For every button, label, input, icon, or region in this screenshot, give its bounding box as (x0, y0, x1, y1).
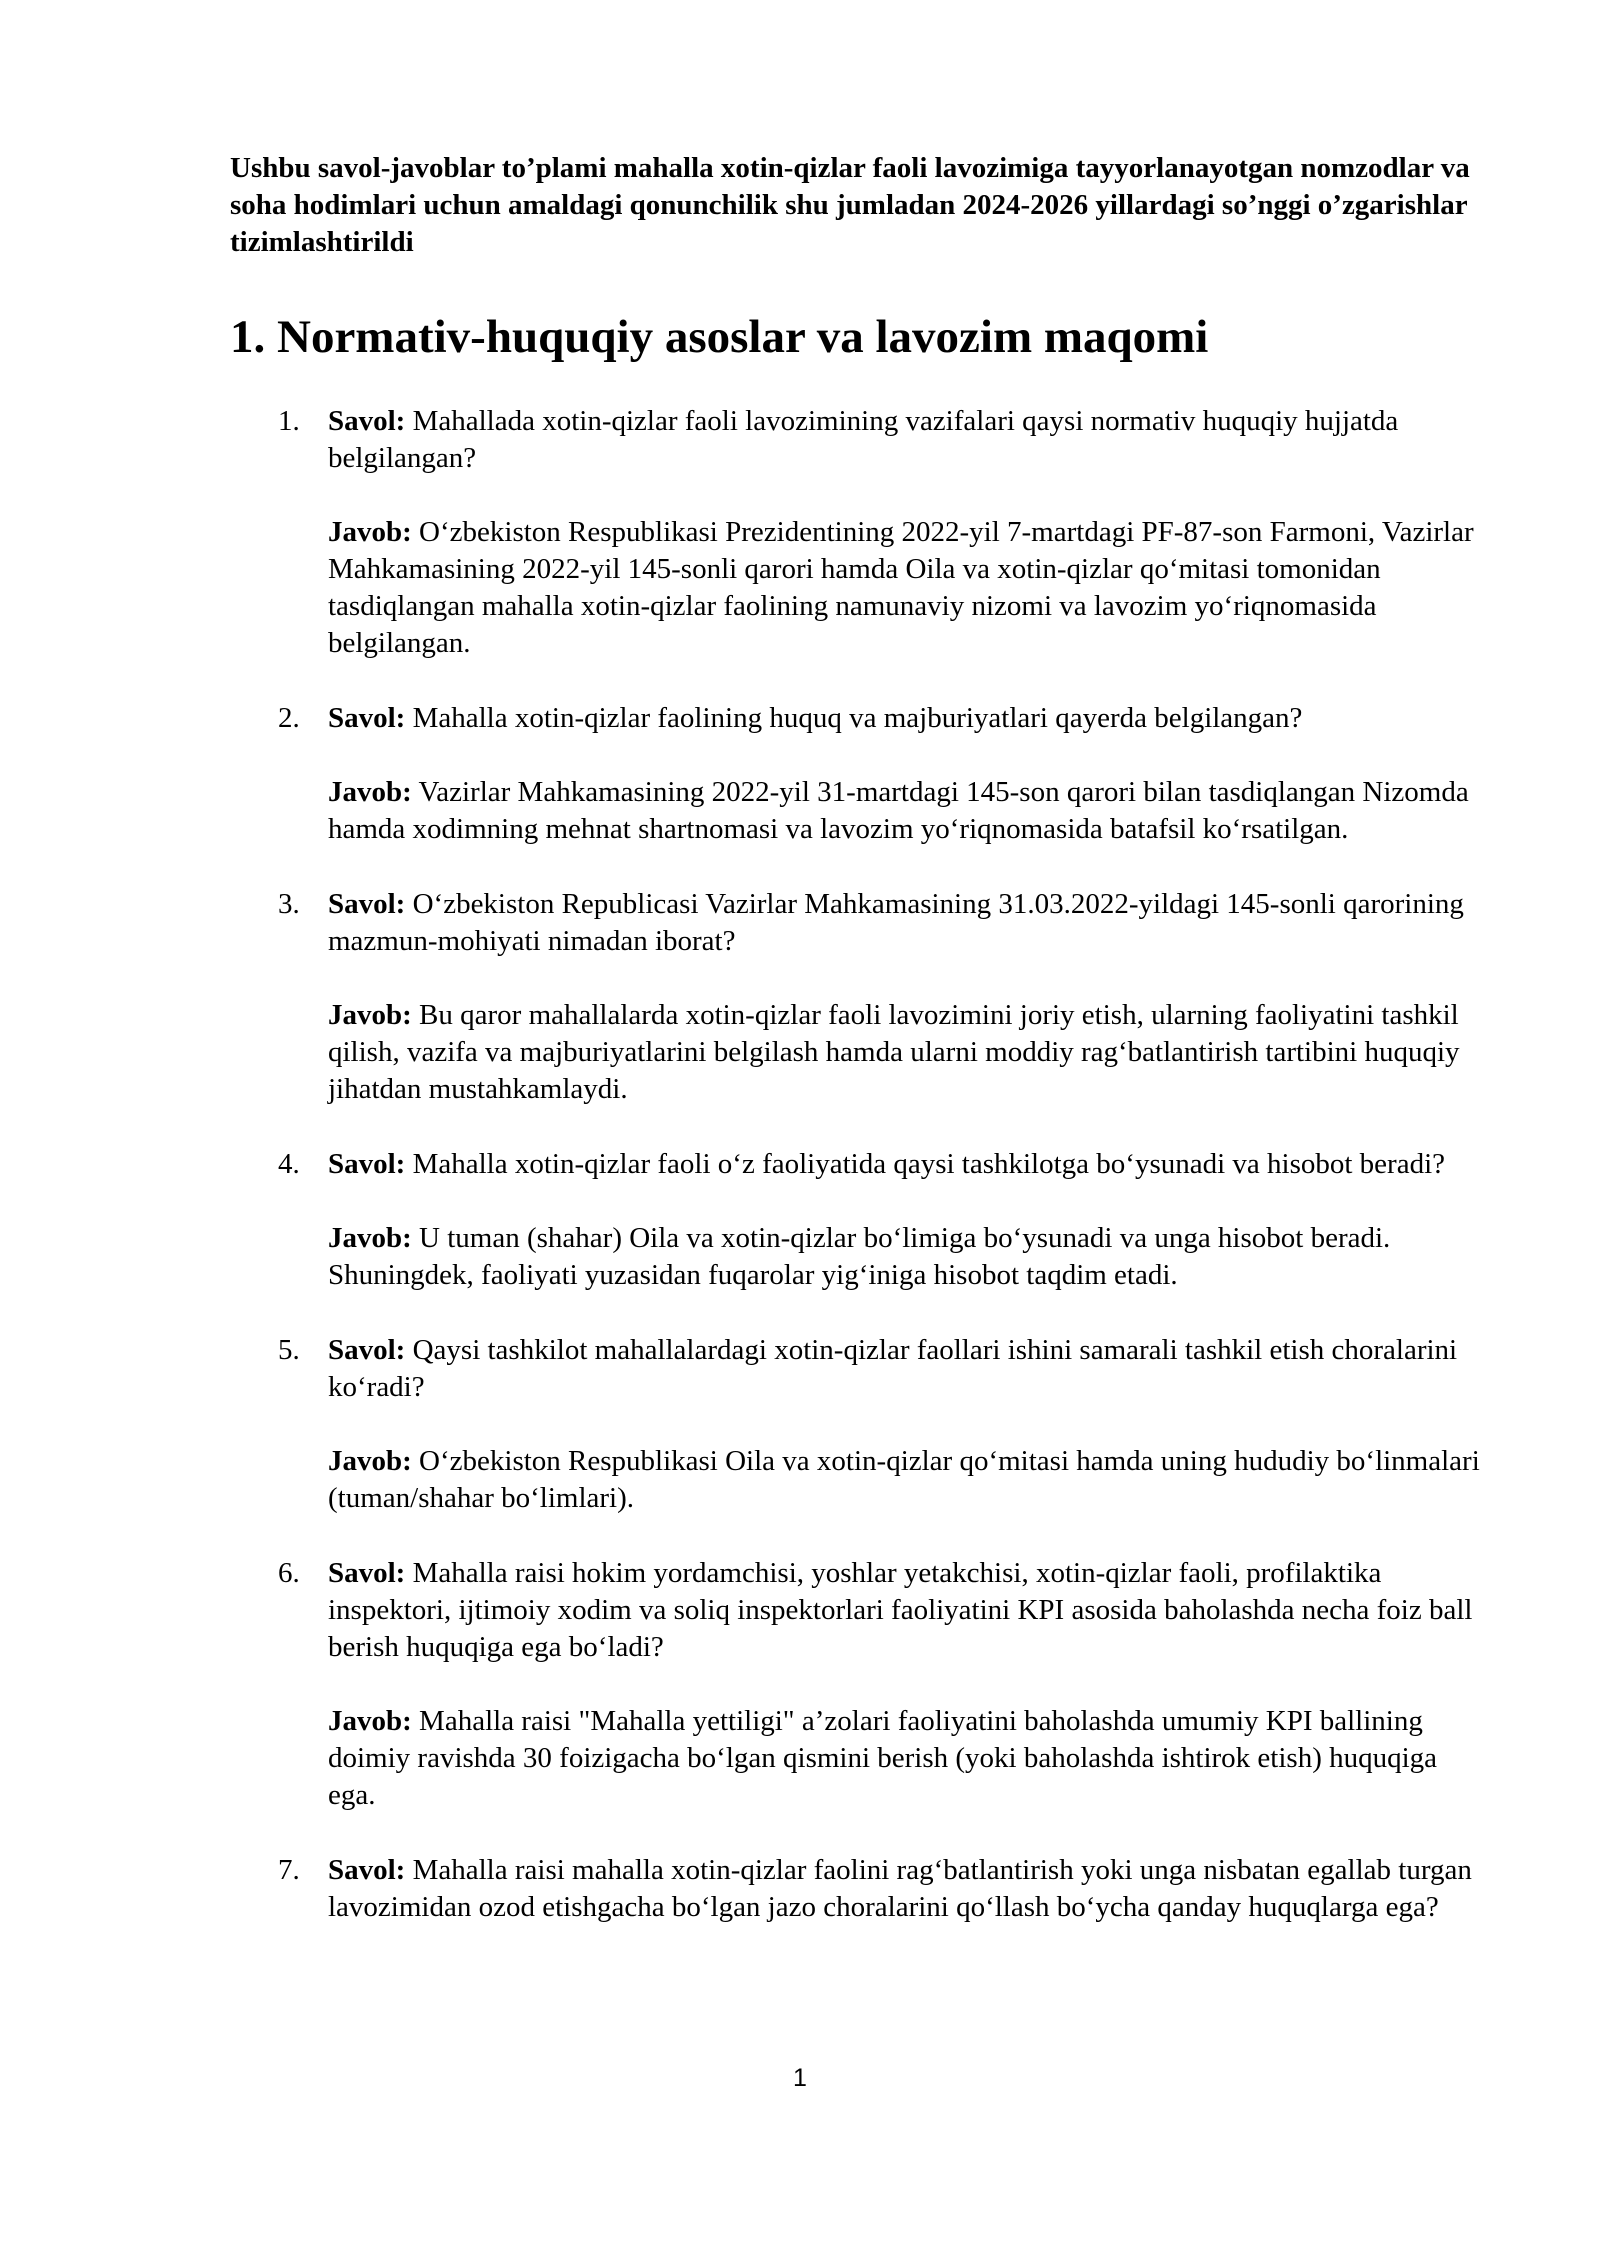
answer (328, 997, 1490, 1108)
answer-label: Javob: (328, 776, 412, 808)
list-item (230, 1555, 1490, 1814)
question-label: Savol: (328, 405, 406, 437)
item-number: 2. (278, 702, 300, 734)
question (328, 886, 1490, 960)
answer (328, 774, 1490, 848)
item-number: 4. (278, 1148, 300, 1180)
answer (328, 1220, 1490, 1294)
answer-text: Bu qaror mahallalarda xotin-qizlar faoli lavozimini joriy etish, ularning faoliyatini tashkil qilish, vazifa va majburiyatlarini belgilash hamda ularni moddiy rag‘batlantirish tartibini huquqiy jihatdan mustahkamlaydi. (328, 999, 1460, 1105)
question-label: Savol: (328, 1334, 406, 1366)
question (328, 700, 1490, 737)
answer (328, 1443, 1490, 1517)
question (328, 1146, 1490, 1183)
answer-label: Javob: (328, 1445, 412, 1477)
question-label: Savol: (328, 1148, 406, 1180)
question-text: Mahalla xotin-qizlar faolining huquq va majburiyatlari qayerda belgilangan? (405, 702, 1303, 734)
document-page (230, 150, 1490, 1964)
list-item (230, 1146, 1490, 1294)
question-text: Mahalla raisi hokim yordamchisi, yoshlar yetakchisi, xotin-qizlar faoli, profilaktika inspektori, ijtimoiy xodim va soliq inspektorlari faoliyatini KPI asosida baholashda necha foiz ball berish huquqiga ega bo‘ladi? (328, 1557, 1473, 1663)
answer (328, 1703, 1490, 1814)
question (328, 1332, 1490, 1406)
answer-text: U tuman (shahar) Oila va xotin-qizlar bo‘limiga bo‘ysunadi va unga hisobot beradi. Shuningdek, faoliyati yuzasidan fuqarolar yig‘iniga hisobot taqdim etadi. (328, 1222, 1391, 1291)
answer-text: O‘zbekiston Respublikasi Prezidentining 2022-yil 7-martdagi PF-87-son Farmoni, Vazirlar Mahkamasining 2022-yil 145-sonli qarori hamda Oila va xotin-qizlar qo‘mitasi tomonidan tasdiqlangan mahalla xotin-qizlar faolining namunaviy nizomi va lavozim yo‘riqnomasida belgilangan. (328, 516, 1474, 659)
answer-label: Javob: (328, 1705, 412, 1737)
item-number: 6. (278, 1557, 300, 1589)
page-number: 1 (793, 2064, 807, 2092)
question-label: Savol: (328, 1557, 406, 1589)
answer-text: Mahalla raisi "Mahalla yettiligi" a’zolari faoliyatini baholashda umumiy KPI ballining doimiy ravishda 30 foizigacha bo‘lgan qismini berish (yoki baholashda ishtirok etish) huquqiga ega. (328, 1705, 1438, 1811)
list-item (230, 403, 1490, 662)
question (328, 1555, 1490, 1666)
item-number: 5. (278, 1334, 300, 1366)
question-text: Mahallada xotin-qizlar faoli lavozimining vazifalari qaysi normativ huquqiy hujjatda belgilangan? (328, 405, 1399, 474)
qa-list (230, 403, 1490, 1926)
item-number: 7. (278, 1854, 300, 1886)
question-text: Qaysi tashkilot mahallalardagi xotin-qizlar faollari ishini samarali tashkil etish choralarini ko‘radi? (328, 1334, 1458, 1403)
answer-text: O‘zbekiston Respublikasi Oila va xotin-qizlar qo‘mitasi hamda uning hududiy bo‘linmalari (tuman/shahar bo‘limlari). (328, 1445, 1480, 1514)
list-item (230, 700, 1490, 848)
section-title: 1. Normativ-huquqiy asoslar va lavozim maqomi (230, 311, 1209, 363)
answer-label: Javob: (328, 999, 412, 1031)
question-text: Mahalla xotin-qizlar faoli o‘z faoliyatida qaysi tashkilotga bo‘ysunadi va hisobot beradi? (405, 1148, 1446, 1180)
item-number: 1. (278, 405, 300, 437)
question-label: Savol: (328, 702, 406, 734)
list-item (230, 1852, 1490, 1926)
question-text: O‘zbekiston Republicasi Vazirlar Mahkamasining 31.03.2022-yildagi 145-sonli qarorining mazmun-mohiyati nimadan iborat? (328, 888, 1464, 957)
intro-paragraph: Ushbu savol-javoblar to’plami mahalla xotin-qizlar faoli lavozimiga tayyorlanayotgan nomzodlar va soha hodimlari uchun amaldagi qonunchilik shu jumladan 2024-2026 yillardagi so’nggi o’zgarishlar tizimlashtirildi (230, 152, 1470, 258)
answer-label: Javob: (328, 516, 412, 548)
question (328, 1852, 1490, 1926)
question-text: Mahalla raisi mahalla xotin-qizlar faolini rag‘batlantirish yoki unga nisbatan egallab turgan lavozimidan ozod etishgacha bo‘lgan jazo choralarini qo‘llash bo‘ycha qanday huquqlarga ega? (328, 1854, 1472, 1923)
list-item (230, 1332, 1490, 1517)
list-item (230, 886, 1490, 1108)
answer-label: Javob: (328, 1222, 412, 1254)
question-label: Savol: (328, 1854, 406, 1886)
question-label: Savol: (328, 888, 406, 920)
question (328, 403, 1490, 477)
answer-text: Vazirlar Mahkamasining 2022-yil 31-martdagi 145-son qarori bilan tasdiqlangan Nizomda hamda xodimning mehnat shartnomasi va lavozim yo‘riqnomasida batafsil ko‘rsatilgan. (328, 776, 1469, 845)
item-number: 3. (278, 888, 300, 920)
answer (328, 514, 1490, 662)
